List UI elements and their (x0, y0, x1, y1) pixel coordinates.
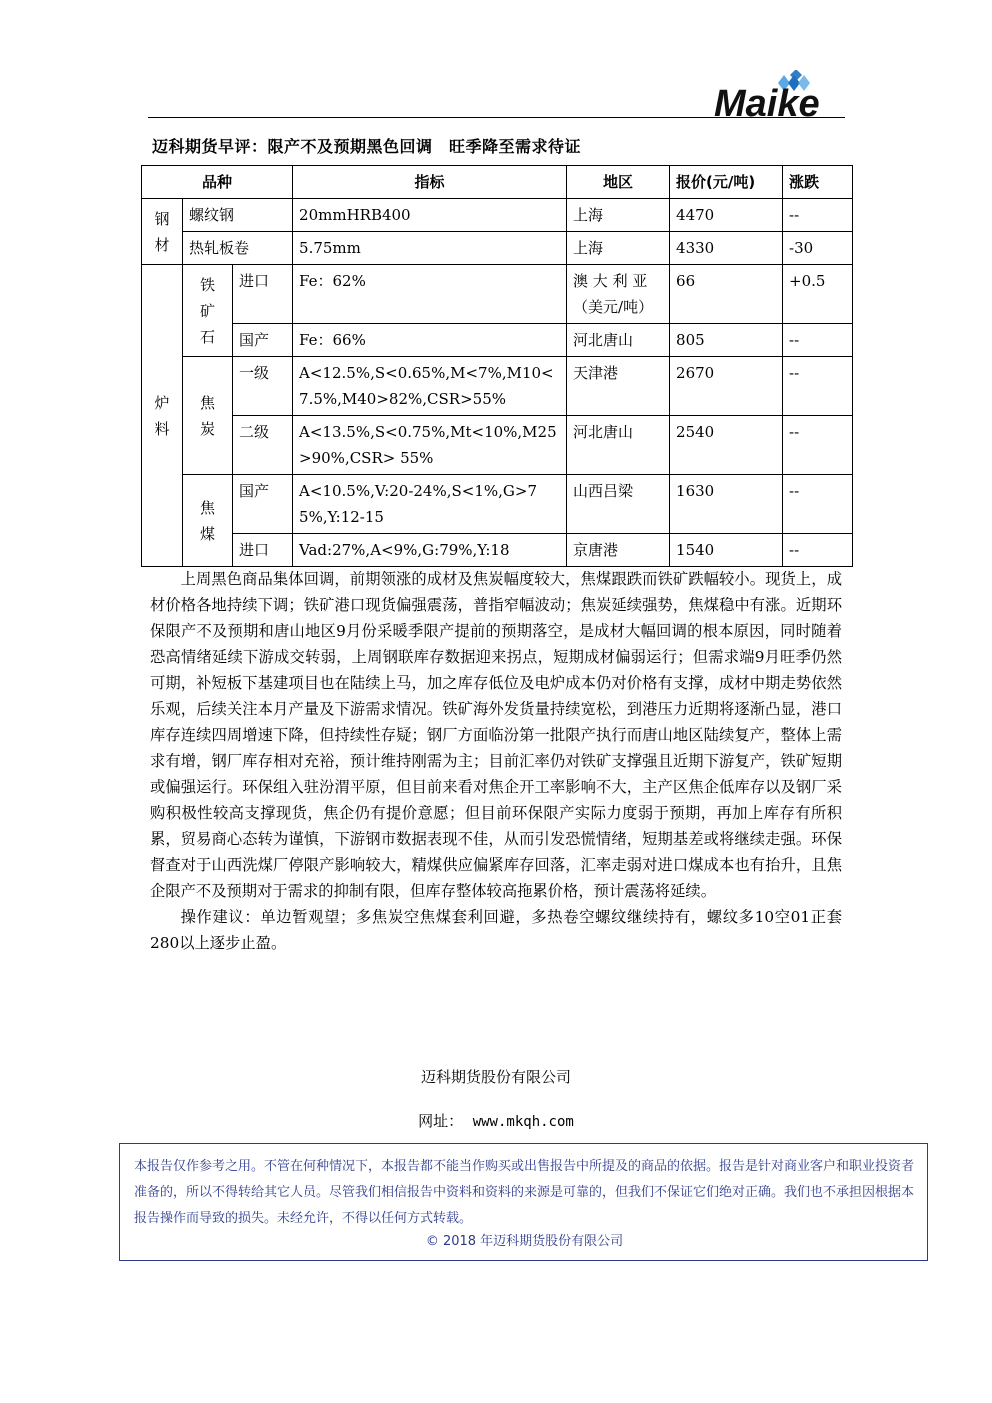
disclaimer-text: 本报告仅作参考之用。不管在何种情况下，本报告都不能当作购买或出售报告中所提及的商品的依据。报告是针对商业客户和职业投资者准备的，所以不得转给其它人员。尽管我们相信报告中资料和资料的来源是可靠的，但我们不保证它们绝对正确。我们也不承担因根据本报告操作而导致的损失。未经允许，不得以任何方式转载。 (134, 1159, 915, 1226)
row-change: -- (783, 199, 853, 232)
row-price: 2540 (670, 416, 783, 475)
row-indicator: A<12.5%,S<0.65%,M<7%,M10<7.5%,M40>82%,CSR>55% (293, 357, 567, 416)
subgroup-coke-label: 焦炭 (200, 393, 216, 438)
row-change: -- (783, 324, 853, 357)
row-price: 2670 (670, 357, 783, 416)
price-table (141, 165, 853, 567)
row-name: 国产 (233, 324, 293, 357)
row-change: -30 (783, 232, 853, 265)
subgroup-coke (183, 357, 233, 475)
table-row (142, 357, 853, 416)
row-region: 河北唐山 (567, 324, 670, 357)
report-body (150, 566, 842, 956)
table-row (142, 416, 853, 475)
subgroup-coking-coal-label: 焦煤 (200, 498, 216, 543)
website-label: 网址： (418, 1112, 464, 1130)
row-price: 66 (670, 265, 783, 324)
copyright-text: © 2018 年迈科期货股份有限公司 (425, 1234, 624, 1249)
market-commentary: 上周黑色商品集体回调，前期领涨的成材及焦炭幅度较大，焦煤跟跌而铁矿跌幅较小。现货上，成材价格各地持续下调；铁矿港口现货偏强震荡，普指窄幅波动；焦炭延续强势，焦煤稳中有涨。近期环保限产不及预期和唐山地区9月份采暖季限产提前的预期落空，是成材大幅回调的根本原因，同时随着恐高情绪延续下游成交转弱，上周钢联库存数据迎来拐点，短期成材偏弱运行；但需求端9月旺季仍然可期，补短板下基建项目也在陆续上马，加之库存低位及电炉成本仍对价格有支撑，成材中期走势依然乐观，后续关注本月产量及下游需求情况。铁矿海外发货量持续宽松，到港压力近期将逐渐凸显，港口库存连续四周增速下降，但持续性存疑；钢厂方面临汾第一批限产执行而唐山地区陆续复产，整体上需求有增，钢厂库存相对充裕，预计维持刚需为主；目前汇率仍对铁矿支撑强且近期下游复产，铁矿短期或偏强运行。环保组入驻汾渭平原，但目前来看对焦企开工率影响不大，主产区焦企低库存以及钢厂采购积极性较高支撑现货，焦企仍有提价意愿；但目前环保限产实际力度弱于预期，再加上库存有所积累，贸易商心态转为谨慎，下游钢市数据表现不佳，从而引发恐慌情绪，短期基差或将继续走强。环保督查对于山西洗煤厂停限产影响较大，精煤供应偏紧库存回落，汇率走弱对进口煤成本也有抬升，且焦企限产不及预期对于需求的抑制有限，但库存整体较高拖累价格，预计震荡将延续。 (150, 570, 842, 900)
row-indicator: Vad:27%,A<9%,G:79%,Y:18 (293, 534, 567, 567)
table-row (142, 199, 853, 232)
group-steel (142, 199, 183, 265)
header-change: 涨跌 (783, 166, 853, 199)
trading-advice: 操作建议：单边暂观望；多焦炭空焦煤套利回避，多热卷空螺纹继续持有，螺纹多10空01正套280以上逐步止盈。 (150, 908, 842, 952)
row-change: +0.5 (783, 265, 853, 324)
table-row (142, 265, 853, 324)
header-region: 地区 (567, 166, 670, 199)
row-indicator: A<13.5%,S<0.75%,Mt<10%,M25>90%,CSR> 55% (293, 416, 567, 475)
row-change: -- (783, 416, 853, 475)
table-row (142, 232, 853, 265)
row-indicator: 20mmHRB400 (293, 199, 567, 232)
row-name: 进口 (233, 265, 293, 324)
row-change: -- (783, 357, 853, 416)
company-name: 迈科期货股份有限公司 (420, 1068, 571, 1086)
row-name: 国产 (233, 475, 293, 534)
row-region: 京唐港 (567, 534, 670, 567)
disclaimer-box (119, 1143, 928, 1261)
row-change: -- (783, 534, 853, 567)
logo-text: Maike (714, 83, 820, 120)
row-region: 天津港 (567, 357, 670, 416)
company-logo (710, 70, 850, 120)
website-url[interactable]: www.mkqh.com (472, 1114, 574, 1130)
table-row (142, 475, 853, 534)
row-price: 1630 (670, 475, 783, 534)
row-name: 二级 (233, 416, 293, 475)
row-name: 热轧板卷 (183, 232, 293, 265)
group-furnace (142, 265, 183, 567)
row-price: 1540 (670, 534, 783, 567)
header-indicator: 指标 (293, 166, 567, 199)
row-name: 进口 (233, 534, 293, 567)
row-change: -- (783, 475, 853, 534)
row-indicator: Fe：62% (293, 265, 567, 324)
header-variety: 品种 (142, 166, 293, 199)
row-indicator: Fe：66% (293, 324, 567, 357)
table-row (142, 534, 853, 567)
header-price: 报价(元/吨) (670, 166, 783, 199)
subgroup-coking-coal (183, 475, 233, 567)
subgroup-iron-ore (183, 265, 233, 357)
row-region: 上海 (567, 199, 670, 232)
row-price: 4470 (670, 199, 783, 232)
group-furnace-label: 炉料 (154, 393, 170, 438)
row-price: 805 (670, 324, 783, 357)
website-line (0, 1110, 992, 1131)
header-rule (148, 117, 845, 118)
table-row (142, 324, 853, 357)
table-header-row (142, 166, 853, 199)
row-indicator: A<10.5%,V:20-24%,S<1%,G>75%,Y:12-15 (293, 475, 567, 534)
row-region: 山西吕梁 (567, 475, 670, 534)
report-title: 迈科期货早评：限产不及预期黑色回调 旺季降至需求待证 (152, 137, 582, 156)
subgroup-iron-ore-label: 铁矿石 (200, 275, 216, 346)
group-steel-label: 钢材 (154, 209, 170, 254)
row-indicator: 5.75mm (293, 232, 567, 265)
row-name: 一级 (233, 357, 293, 416)
row-name: 螺纹钢 (183, 199, 293, 232)
row-price: 4330 (670, 232, 783, 265)
row-region: 河北唐山 (567, 416, 670, 475)
row-region: 澳 大 利 亚（美元/吨） (567, 265, 670, 324)
row-region: 上海 (567, 232, 670, 265)
